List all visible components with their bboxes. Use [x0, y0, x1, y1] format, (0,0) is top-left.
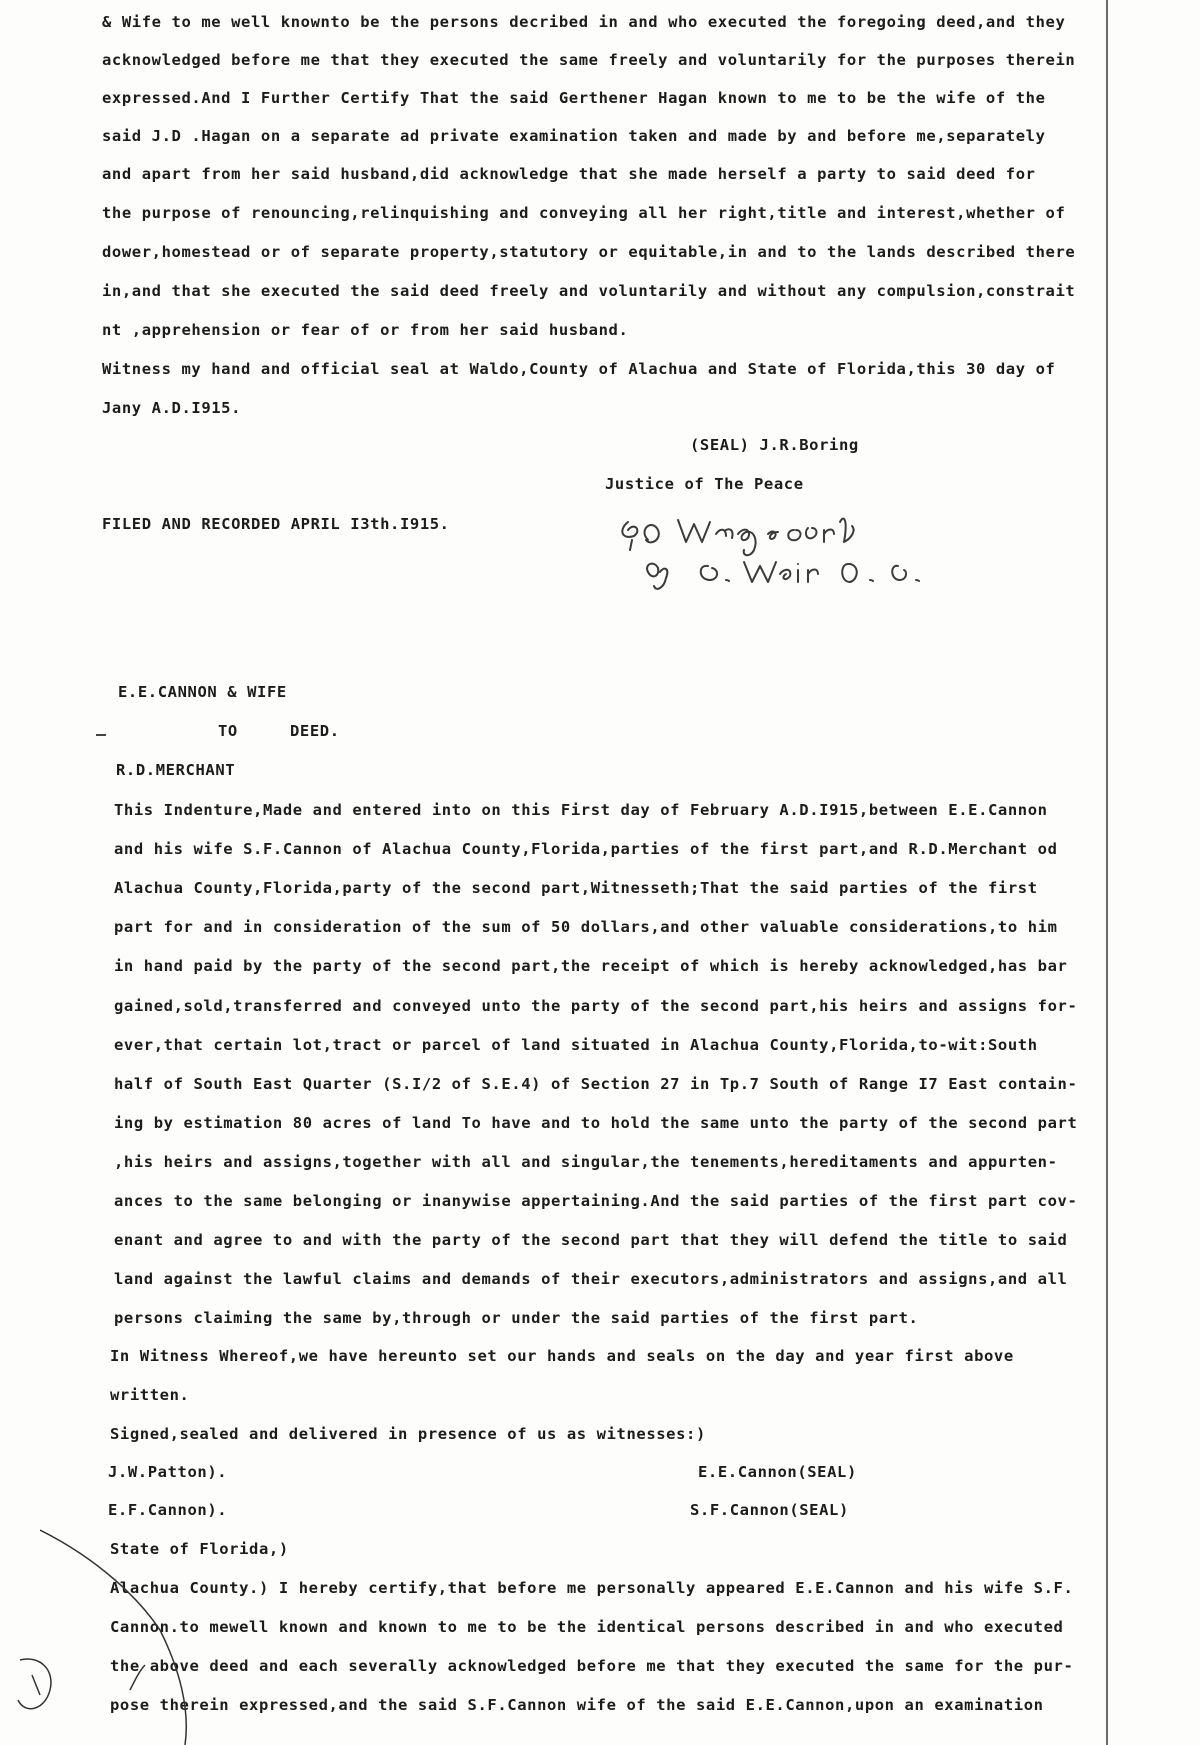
ack-line: said J.D .Hagan on a separate ad private examination taken and made by and before me,separately [102, 127, 1046, 145]
signer-name: S.F.Cannon(SEAL) [690, 1501, 849, 1519]
ack-line: in,and that she executed the said deed freely and voluntarily and without any compulsion,constrait [102, 282, 1076, 300]
ack-line: nt ,apprehension or fear of or from her said husband. [102, 321, 629, 339]
deed-line: written. [110, 1386, 190, 1404]
margin-stamp-mark [10, 1650, 70, 1720]
margin-pencil-arc [40, 1520, 240, 1745]
deed-line: Alachua County,Florida,party of the second part,Witnesseth;That the said parties of the first [114, 879, 1038, 897]
deed-line: ,his heirs and assigns,together with all and singular,the tenements,hereditaments and appurten- [114, 1153, 1058, 1171]
deed-line: gained,sold,transferred and conveyed unto the party of the second part,his heirs and assigns for- [114, 997, 1078, 1015]
header-deed: DEED. [290, 722, 340, 740]
deed-line: land against the lawful claims and demands of their executors,administrators and assigns,and all [114, 1270, 1068, 1288]
deed-line: Signed,sealed and delivered in presence of us as witnesses:) [110, 1425, 706, 1443]
state-line: State of Florida,) [110, 1540, 289, 1558]
margin-dash [96, 734, 106, 736]
date-line: Jany A.D.I915. [102, 399, 242, 417]
state-line: pose therein expressed,and the said S.F.Cannon wife of the said E.E.Cannon,upon an examination [110, 1696, 1044, 1714]
signer-name: E.E.Cannon(SEAL) [698, 1463, 857, 1481]
ack-line: acknowledged before me that they executed the same freely and voluntarily for the purposes therein [102, 51, 1076, 69]
witness-name: J.W.Patton). [108, 1463, 228, 1481]
ack-line: the purpose of renouncing,relinquishing and conveying all her right,title and interest,whether of [102, 204, 1066, 222]
header-grantee: R.D.MERCHANT [116, 761, 236, 779]
ack-line: and apart from her said husband,did acknowledge that she made herself a party to said deed for [102, 165, 1036, 183]
deed-line: ing by estimation 80 acres of land To have and to hold the same unto the party of the second part [114, 1114, 1078, 1132]
deed-line: ances to the same belonging or inanywise appertaining.And the said parties of the first part cov- [114, 1192, 1078, 1210]
clerk-handwritten-signature [608, 500, 948, 600]
header-grantor: E.E.CANNON & WIFE [118, 683, 287, 701]
deed-line: ever,that certain lot,tract or parcel of land situated in Alachua County,Florida,to-wit:South [114, 1036, 1038, 1054]
witness-name: E.F.Cannon). [108, 1501, 228, 1519]
ack-line: expressed.And I Further Certify That the said Gerthener Hagan known to me to be the wife of the [102, 89, 1046, 107]
ack-line: dower,homestead or of separate property,statutory or equitable,in and to the lands described there [102, 243, 1076, 261]
deed-line: and his wife S.F.Cannon of Alachua County,Florida,parties of the first part,and R.D.Merchant od [114, 840, 1058, 858]
filed-recorded: FILED AND RECORDED APRIL I3th.I915. [102, 515, 450, 533]
deed-line: In Witness Whereof,we have hereunto set our hands and seals on the day and year first above [110, 1347, 1014, 1365]
witness-line: Witness my hand and official seal at Waldo,County of Alachua and State of Florida,this 30 day of [102, 360, 1056, 378]
ack-line: & Wife to me well knownto be the persons decribed in and who executed the foregoing deed,and they [102, 13, 1066, 31]
deed-line: half of South East Quarter (S.I/2 of S.E.4) of Section 27 in Tp.7 South of Range I7 East contain- [114, 1075, 1078, 1093]
justice-signature: (SEAL) J.R.Boring [690, 436, 859, 454]
deed-line: persons claiming the same by,through or under the said parties of the first part. [114, 1309, 919, 1327]
deed-line: enant and agree to and with the party of the second part that they will defend the title to said [114, 1231, 1068, 1249]
deed-line: part for and in consideration of the sum of 50 dollars,and other valuable considerations,to him [114, 918, 1058, 936]
deed-line: in hand paid by the party of the second part,the receipt of which is hereby acknowledged,has bar [114, 957, 1068, 975]
state-line: the above deed and each severally acknowledged before me that they executed the same for the pur- [110, 1657, 1074, 1675]
justice-title: Justice of The Peace [605, 475, 804, 493]
state-line: Alachua County.) I hereby certify,that before me personally appeared E.E.Cannon and his wife S.F. [110, 1579, 1074, 1597]
deed-line: This Indenture,Made and entered into on this First day of February A.D.I915,between E.E.Cannon [114, 801, 1048, 819]
header-to: TO [218, 722, 238, 740]
state-line: Cannon.to mewell known and known to me to be the identical persons described in and who executed [110, 1618, 1064, 1636]
